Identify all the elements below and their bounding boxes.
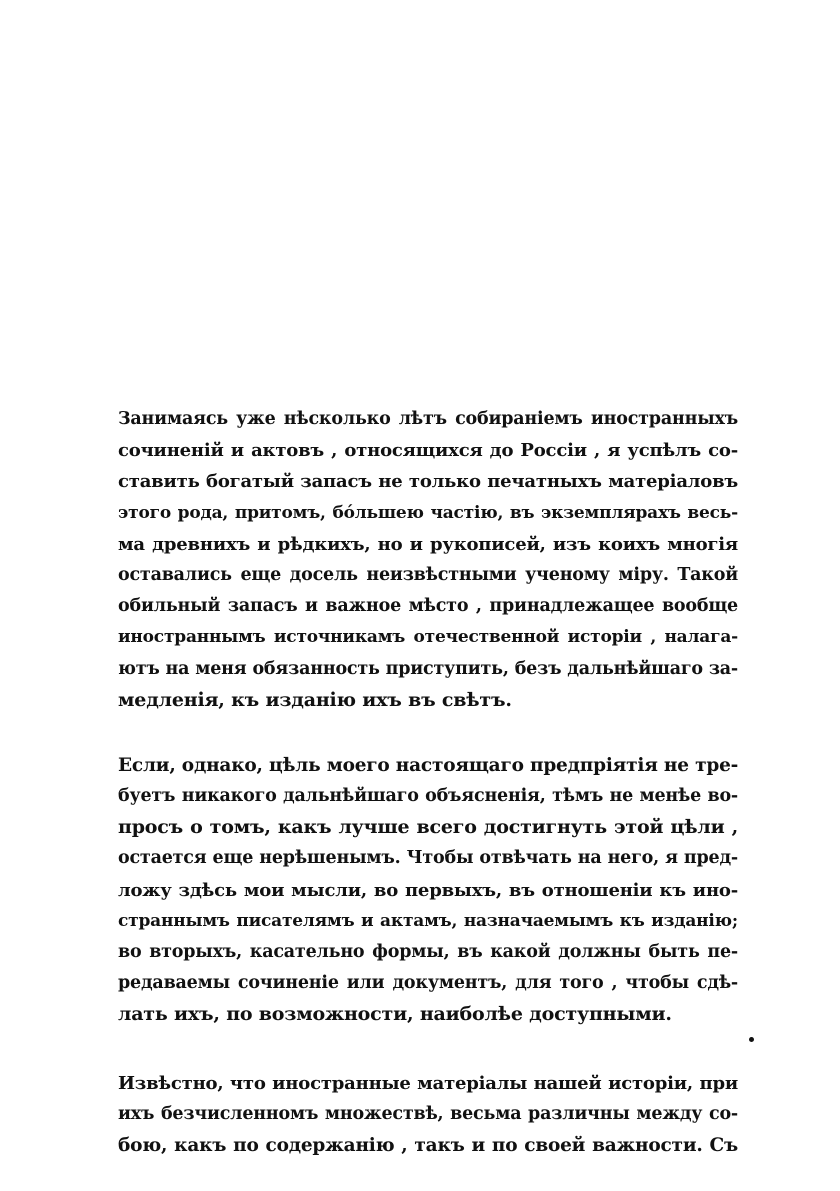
text-line: оставались еще досель неизвѣстными ученому міру. Такой (118, 564, 738, 585)
text-line: Занимаясь уже нѣсколько лѣтъ собираніемъ иностранныхъ (118, 409, 738, 429)
text-line: ютъ на меня обязанность приступить, безъ дальнѣйшаго за- (118, 658, 738, 679)
text-line: ложу здѣсь мои мысли, во первыхъ, въ отношеніи къ ино- (118, 879, 738, 901)
text-line: этого рода, притомъ, бóльшею частію, въ экземплярахъ весь- (118, 502, 738, 523)
text-line: бою, какъ по содержанію , такъ и по своей важности. Съ (118, 1134, 738, 1156)
text-line: Если, однако, цѣль моего настоящаго предпріятія не тре- (118, 754, 739, 776)
text-line: просъ о томъ, какъ лучше всего достигнуть этой цѣли , (118, 816, 738, 839)
text-line: ма древнихъ и рѣдкихъ, но и рукописей, изъ коихъ многія (118, 533, 738, 555)
text-line: Извѣстно, что иностранные матеріалы нашей исторіи, при (118, 1072, 738, 1094)
paragraph-spacer (118, 716, 738, 750)
text-line: обильный запасъ и важное мѣсто , принадлежащее вообще (118, 596, 738, 617)
paragraph-3 (118, 1068, 738, 1162)
text-line: иностраннымъ источникамъ отечественной исторіи , налага- (118, 627, 738, 648)
paragraph-2 (118, 750, 738, 1031)
text-line: ставить богатый запасъ не только печатныхъ матеріаловъ (118, 471, 738, 493)
text-line: ихъ безчисленномъ множествѣ, весьма различны между со- (118, 1103, 738, 1124)
text-line: медленія, къ изданію ихъ въ свѣтъ. (118, 688, 512, 711)
text-line: редаваемы сочиненіе или документъ, для того , чтобы сдѣ- (118, 973, 738, 994)
paragraph-spacer (118, 1031, 738, 1068)
body-text (118, 404, 738, 1161)
text-line: сочиненій и актовъ , относящихся до Россіи , я успѣлъ со- (118, 440, 738, 462)
text-line: во вторыхъ, касательно формы, въ какой должны быть пе- (118, 942, 738, 962)
text-line: буетъ никакого дальнѣйшаго объясненія, тѣмъ не менѣе во- (118, 786, 738, 807)
ink-speck (749, 1037, 754, 1042)
text-line: лать ихъ, по возможности, наиболѣе доступными. (118, 1003, 672, 1026)
paragraph-1 (118, 404, 738, 716)
text-line: страннымъ писателямъ и актамъ, назначаемымъ къ изданію; (118, 910, 738, 931)
text-line: остается еще нерѣшенымъ. Чтобы отвѣчать на него, я пред- (118, 848, 738, 869)
